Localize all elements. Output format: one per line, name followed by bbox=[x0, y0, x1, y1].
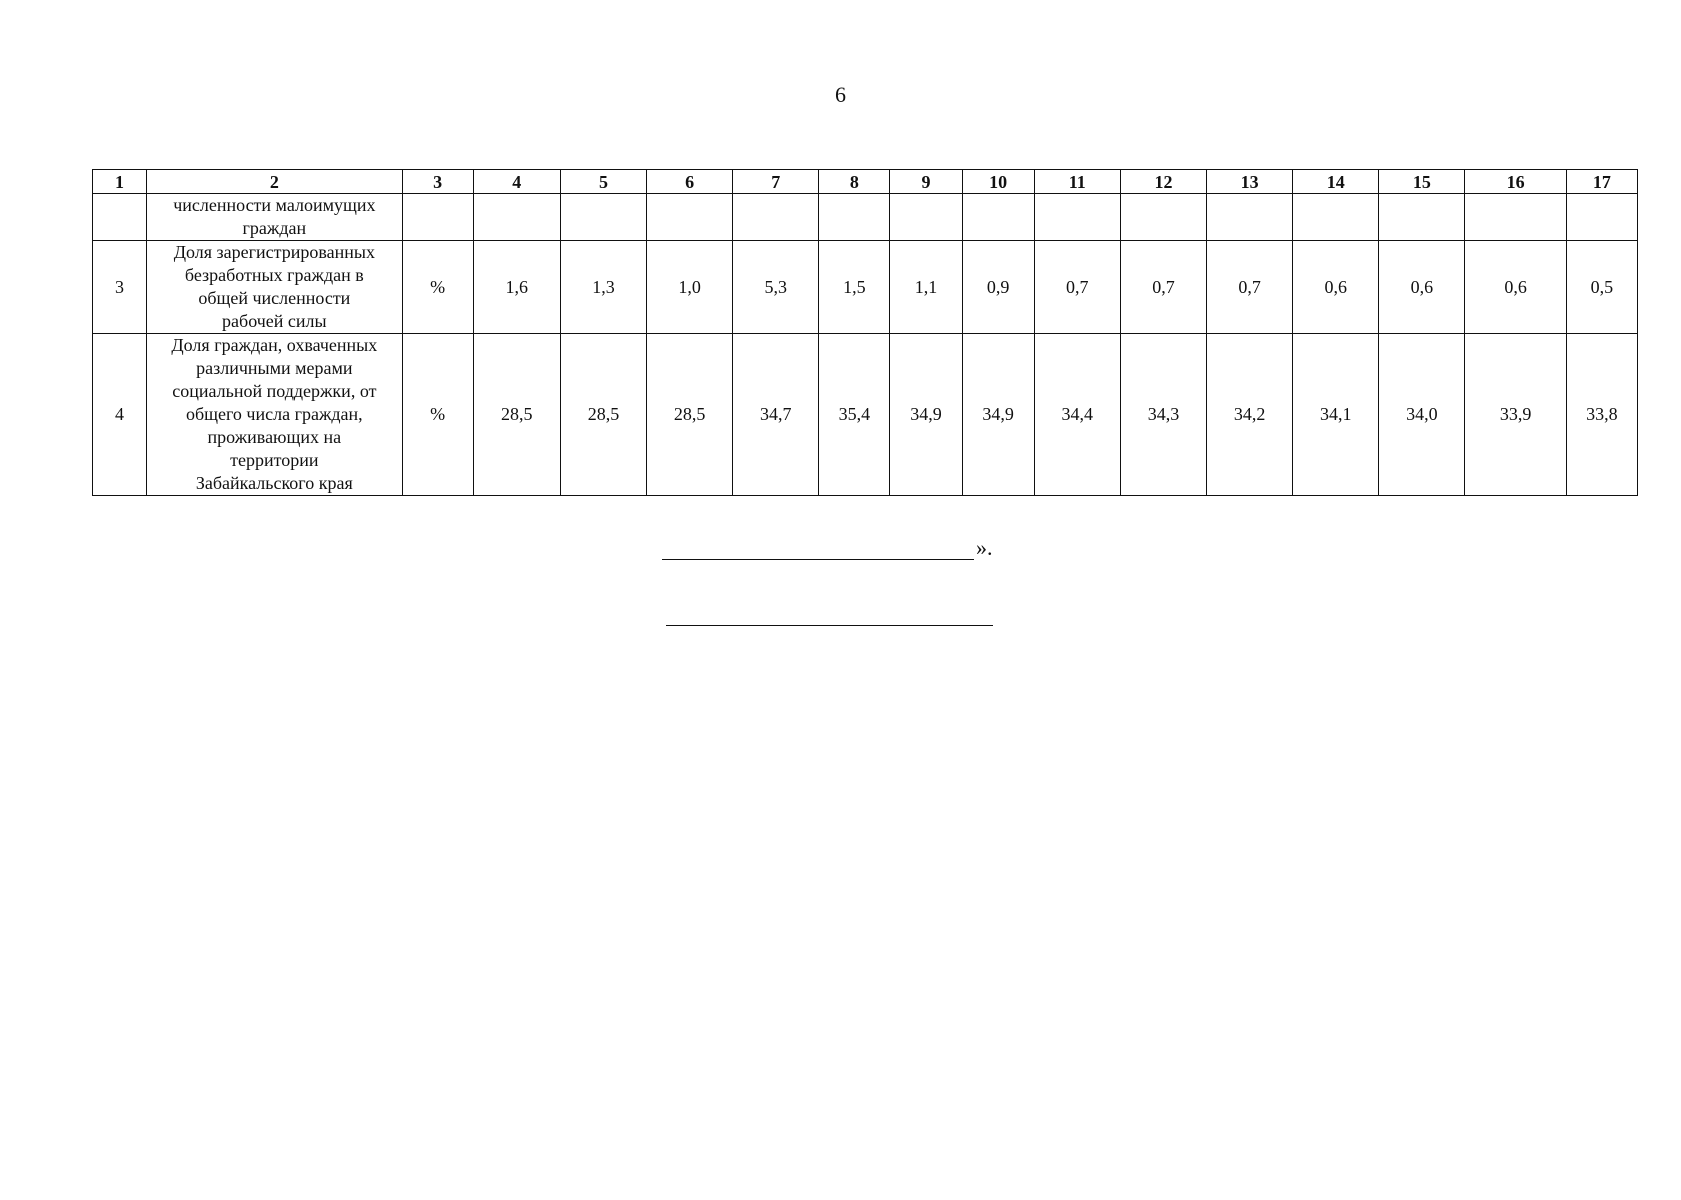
table-row bbox=[93, 194, 1638, 241]
value-cell bbox=[819, 194, 890, 241]
value-cell: 0,7 bbox=[1207, 241, 1293, 334]
indicator-name-line: проживающих на bbox=[207, 427, 342, 447]
indicator-name-line: граждан bbox=[242, 218, 307, 238]
value-cell: 34,0 bbox=[1379, 334, 1465, 496]
value-cell bbox=[733, 194, 819, 241]
header-cell: 7 bbox=[733, 170, 819, 194]
indicator-name-line: различными мерами bbox=[196, 358, 353, 378]
table-row bbox=[93, 241, 1638, 334]
indicator-name-line: рабочей силы bbox=[222, 311, 327, 331]
closing-mark: ». bbox=[976, 535, 993, 560]
end-of-document-rule bbox=[666, 625, 993, 626]
value-cell bbox=[1465, 194, 1566, 241]
value-cell bbox=[560, 194, 646, 241]
value-cell: 35,4 bbox=[819, 334, 890, 496]
header-cell: 8 bbox=[819, 170, 890, 194]
closing-rule bbox=[662, 535, 974, 560]
header-row bbox=[93, 170, 1638, 194]
header-cell: 10 bbox=[962, 170, 1034, 194]
value-cell: 28,5 bbox=[473, 334, 560, 496]
value-cell bbox=[1566, 194, 1637, 241]
indicator-name bbox=[147, 334, 402, 496]
value-cell: 0,6 bbox=[1293, 241, 1379, 334]
closing-quote bbox=[662, 535, 993, 560]
indicator-name-line: социальной поддержки, от bbox=[172, 381, 377, 401]
value-cell bbox=[1207, 194, 1293, 241]
header-cell: 3 bbox=[402, 170, 473, 194]
value-cell: 1,0 bbox=[647, 241, 733, 334]
indicator-name-line: Забайкальского края bbox=[195, 473, 353, 493]
value-cell: 0,6 bbox=[1379, 241, 1465, 334]
unit-cell: % bbox=[402, 241, 473, 334]
value-cell: 0,7 bbox=[1034, 241, 1120, 334]
header-cell: 4 bbox=[473, 170, 560, 194]
header-cell: 9 bbox=[890, 170, 962, 194]
header-cell: 11 bbox=[1034, 170, 1120, 194]
indicator-name-line: безработных граждан в bbox=[184, 265, 364, 285]
value-cell: 34,3 bbox=[1120, 334, 1206, 496]
unit-cell: % bbox=[402, 334, 473, 496]
value-cell: 1,6 bbox=[473, 241, 560, 334]
header-cell: 1 bbox=[93, 170, 147, 194]
row-number: 3 bbox=[93, 241, 147, 334]
value-cell: 5,3 bbox=[733, 241, 819, 334]
header-cell: 2 bbox=[147, 170, 402, 194]
value-cell: 34,9 bbox=[890, 334, 962, 496]
value-cell bbox=[473, 194, 560, 241]
indicator-name-line: общего числа граждан, bbox=[185, 404, 363, 424]
page-number: 6 bbox=[835, 82, 846, 107]
header-cell: 5 bbox=[560, 170, 646, 194]
header-cell: 6 bbox=[647, 170, 733, 194]
header-cell: 13 bbox=[1207, 170, 1293, 194]
value-cell bbox=[962, 194, 1034, 241]
value-cell: 33,8 bbox=[1566, 334, 1637, 496]
value-cell: 33,9 bbox=[1465, 334, 1566, 496]
value-cell bbox=[1120, 194, 1206, 241]
header-cell: 17 bbox=[1566, 170, 1637, 194]
header-cell: 12 bbox=[1120, 170, 1206, 194]
value-cell: 28,5 bbox=[647, 334, 733, 496]
value-cell: 34,4 bbox=[1034, 334, 1120, 496]
value-cell: 34,7 bbox=[733, 334, 819, 496]
row-number: 4 bbox=[93, 334, 147, 496]
value-cell bbox=[1034, 194, 1120, 241]
value-cell bbox=[1379, 194, 1465, 241]
header-cell: 14 bbox=[1293, 170, 1379, 194]
value-cell: 34,2 bbox=[1207, 334, 1293, 496]
unit-cell bbox=[402, 194, 473, 241]
value-cell: 0,6 bbox=[1465, 241, 1566, 334]
value-cell: 34,1 bbox=[1293, 334, 1379, 496]
value-cell: 1,5 bbox=[819, 241, 890, 334]
indicator-name bbox=[147, 241, 402, 334]
indicator-name bbox=[147, 194, 402, 241]
indicator-name-line: общей численности bbox=[198, 288, 351, 308]
indicator-name-line: Доля зарегистрированных bbox=[173, 242, 375, 262]
value-cell: 34,9 bbox=[962, 334, 1034, 496]
value-cell: 0,5 bbox=[1566, 241, 1637, 334]
indicators-table bbox=[92, 169, 1638, 496]
value-cell bbox=[647, 194, 733, 241]
value-cell: 1,3 bbox=[560, 241, 646, 334]
value-cell: 28,5 bbox=[560, 334, 646, 496]
indicator-name-line: численности малоимущих bbox=[173, 195, 376, 215]
header-cell: 16 bbox=[1465, 170, 1566, 194]
value-cell: 0,9 bbox=[962, 241, 1034, 334]
indicator-name-line: территории bbox=[230, 450, 319, 470]
row-number bbox=[93, 194, 147, 241]
header-cell: 15 bbox=[1379, 170, 1465, 194]
value-cell: 0,7 bbox=[1120, 241, 1206, 334]
table-row bbox=[93, 334, 1638, 496]
value-cell bbox=[890, 194, 962, 241]
value-cell bbox=[1293, 194, 1379, 241]
value-cell: 1,1 bbox=[890, 241, 962, 334]
indicator-name-line: Доля граждан, охваченных bbox=[171, 335, 378, 355]
